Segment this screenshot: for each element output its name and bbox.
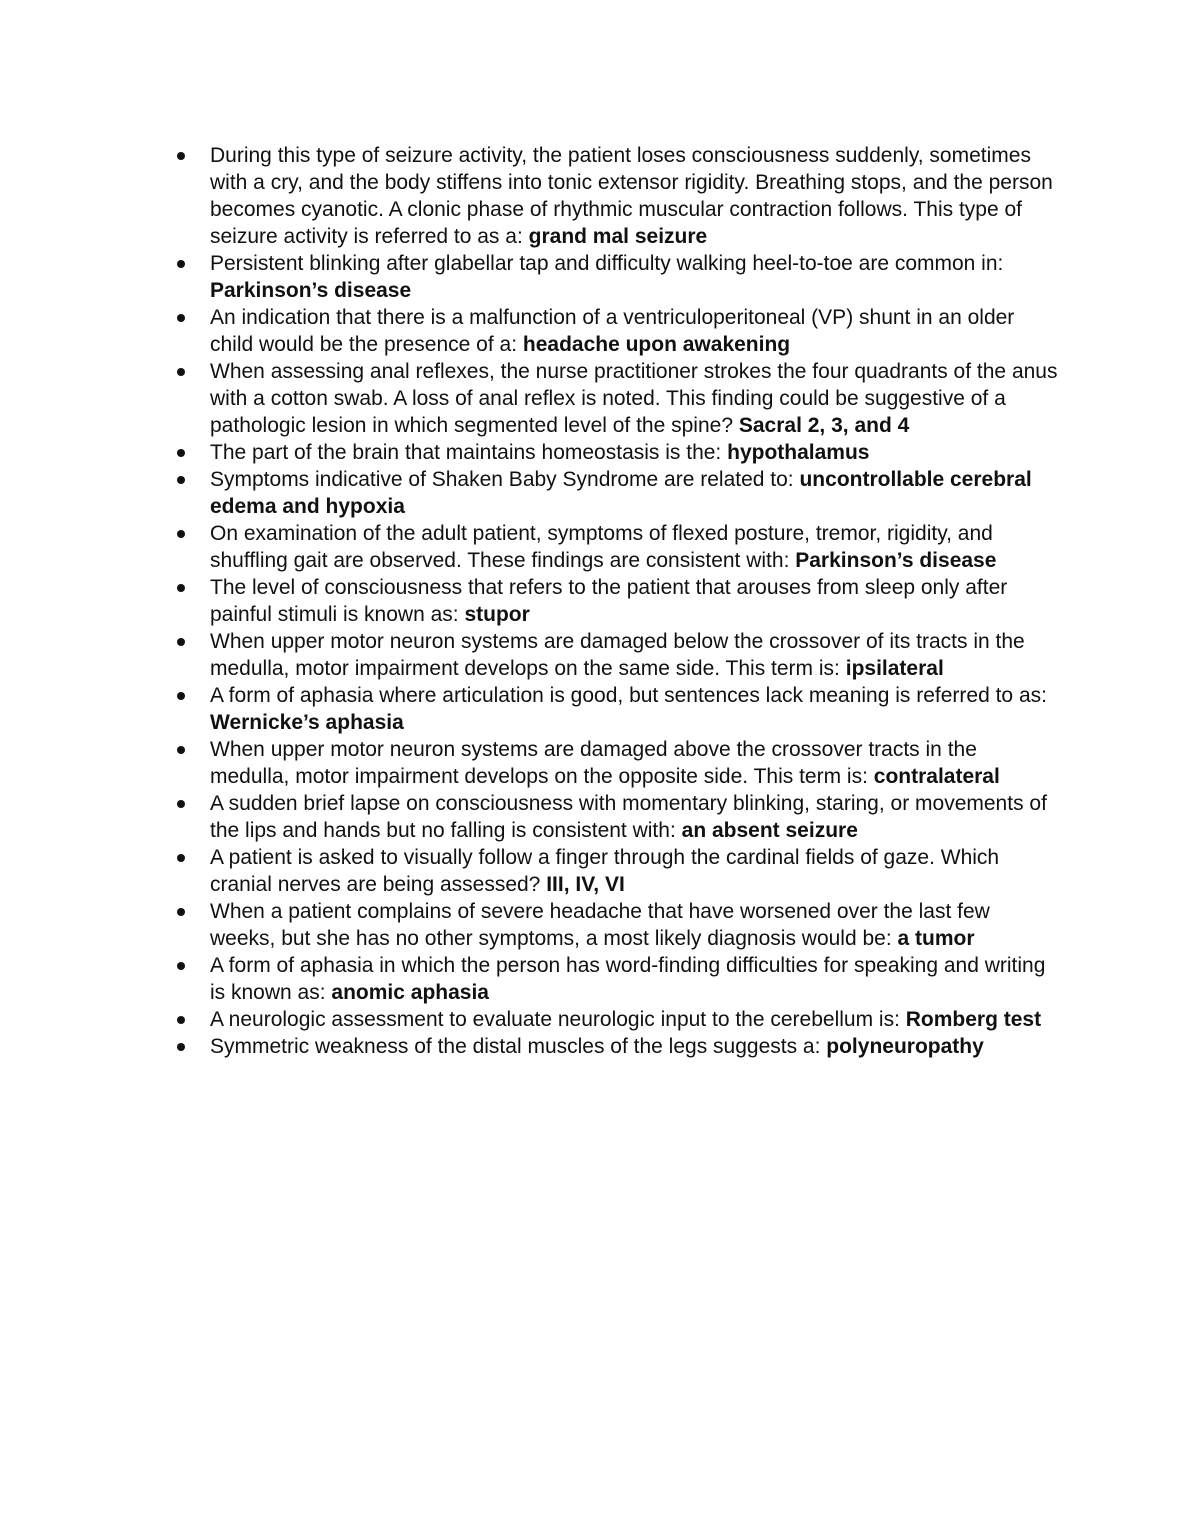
list-item xyxy=(210,1033,1060,1060)
answer-text: Sacral 2, 3, and 4 xyxy=(738,414,910,437)
list-item xyxy=(210,628,1060,682)
answer-text: uncontrollable cerebral edema and hypoxia xyxy=(210,468,1032,518)
answer-text: polyneuropathy xyxy=(826,1035,984,1058)
answer-text: headache upon awakening xyxy=(522,333,791,356)
question-text: An indication that there is a malfunction of a ventriculoperitoneal (VP) shunt in an older child would be the presence of a: xyxy=(210,306,1015,356)
list-item xyxy=(210,898,1060,952)
answer-text: Parkinson’s disease xyxy=(795,549,997,572)
list-item xyxy=(210,358,1060,439)
question-text: A neurologic assessment to evaluate neurologic input to the cerebellum is: xyxy=(210,1008,900,1031)
question-text: When a patient complains of severe headache that have worsened over the last few weeks, but she has no other symptoms, a most likely diagnosis would be: xyxy=(210,900,990,950)
list-item xyxy=(210,250,1060,304)
list-item xyxy=(210,574,1060,628)
question-text: When assessing anal reflexes, the nurse practitioner strokes the four quadrants of the anus with a cotton swab. A loss of anal reflex is noted. This finding could be suggestive of a pathologic lesion in which segmented level of the spine? xyxy=(210,360,1058,437)
question-text: A form of aphasia where articulation is good, but sentences lack meaning is referred to as: xyxy=(210,684,1047,707)
answer-text: grand mal seizure xyxy=(528,225,708,248)
answer-text: Wernicke’s aphasia xyxy=(210,711,404,734)
question-text: During this type of seizure activity, the patient loses consciousness suddenly, sometimes with a cry, and the body stiffens into tonic extensor rigidity. Breathing stops, and the person becomes cyanotic. A clonic phase of rhythmic muscular contraction follows. This type of seizure activity is referred to as a: xyxy=(210,144,1053,248)
question-text: Symmetric weakness of the distal muscles of the legs suggests a: xyxy=(210,1035,821,1058)
answer-text: III, IV, VI xyxy=(546,873,625,896)
answer-text: Parkinson’s disease xyxy=(210,279,412,302)
question-text: When upper motor neuron systems are damaged above the crossover tracts in the medulla, motor impairment develops on the opposite side. This term is: xyxy=(210,738,977,788)
list-item xyxy=(210,304,1060,358)
list-item xyxy=(210,790,1060,844)
question-text: When upper motor neuron systems are damaged below the crossover of its tracts in the medulla, motor impairment develops on the same side. This term is: xyxy=(210,630,1025,680)
answer-text: hypothalamus xyxy=(727,441,870,464)
list-item xyxy=(210,952,1060,1006)
answer-text: Romberg test xyxy=(905,1008,1042,1031)
list-item xyxy=(210,736,1060,790)
list-item xyxy=(210,682,1060,736)
list-item xyxy=(210,520,1060,574)
answer-text: a tumor xyxy=(897,927,975,950)
answer-text: contralateral xyxy=(873,765,1000,788)
question-text: The level of consciousness that refers to the patient that arouses from sleep only after painful stimuli is known as: xyxy=(210,576,1008,626)
list-item xyxy=(210,466,1060,520)
question-text: A sudden brief lapse on consciousness with momentary blinking, staring, or movements of the lips and hands but no falling is consistent with: xyxy=(210,792,1047,842)
answer-text: ipsilateral xyxy=(845,657,944,680)
list-item xyxy=(210,439,1060,466)
question-text: The part of the brain that maintains homeostasis is the: xyxy=(210,441,722,464)
question-text: A form of aphasia in which the person has word-finding difficulties for speaking and writing is known as: xyxy=(210,954,1046,1004)
list-item xyxy=(210,844,1060,898)
list-item xyxy=(210,142,1060,250)
question-text: On examination of the adult patient, symptoms of flexed posture, tremor, rigidity, and shuffling gait are observed. These findings are consistent with: xyxy=(210,522,993,572)
list-item xyxy=(210,1006,1060,1033)
question-text: A patient is asked to visually follow a finger through the cardinal fields of gaze. Which cranial nerves are being assessed? xyxy=(210,846,1000,896)
answer-text: anomic aphasia xyxy=(331,981,489,1004)
question-text: Persistent blinking after glabellar tap and difficulty walking heel-to-toe are common in: xyxy=(210,252,1004,275)
answer-text: an absent seizure xyxy=(681,819,858,842)
question-text: Symptoms indicative of Shaken Baby Syndrome are related to: xyxy=(210,468,794,491)
answer-text: stupor xyxy=(464,603,530,626)
